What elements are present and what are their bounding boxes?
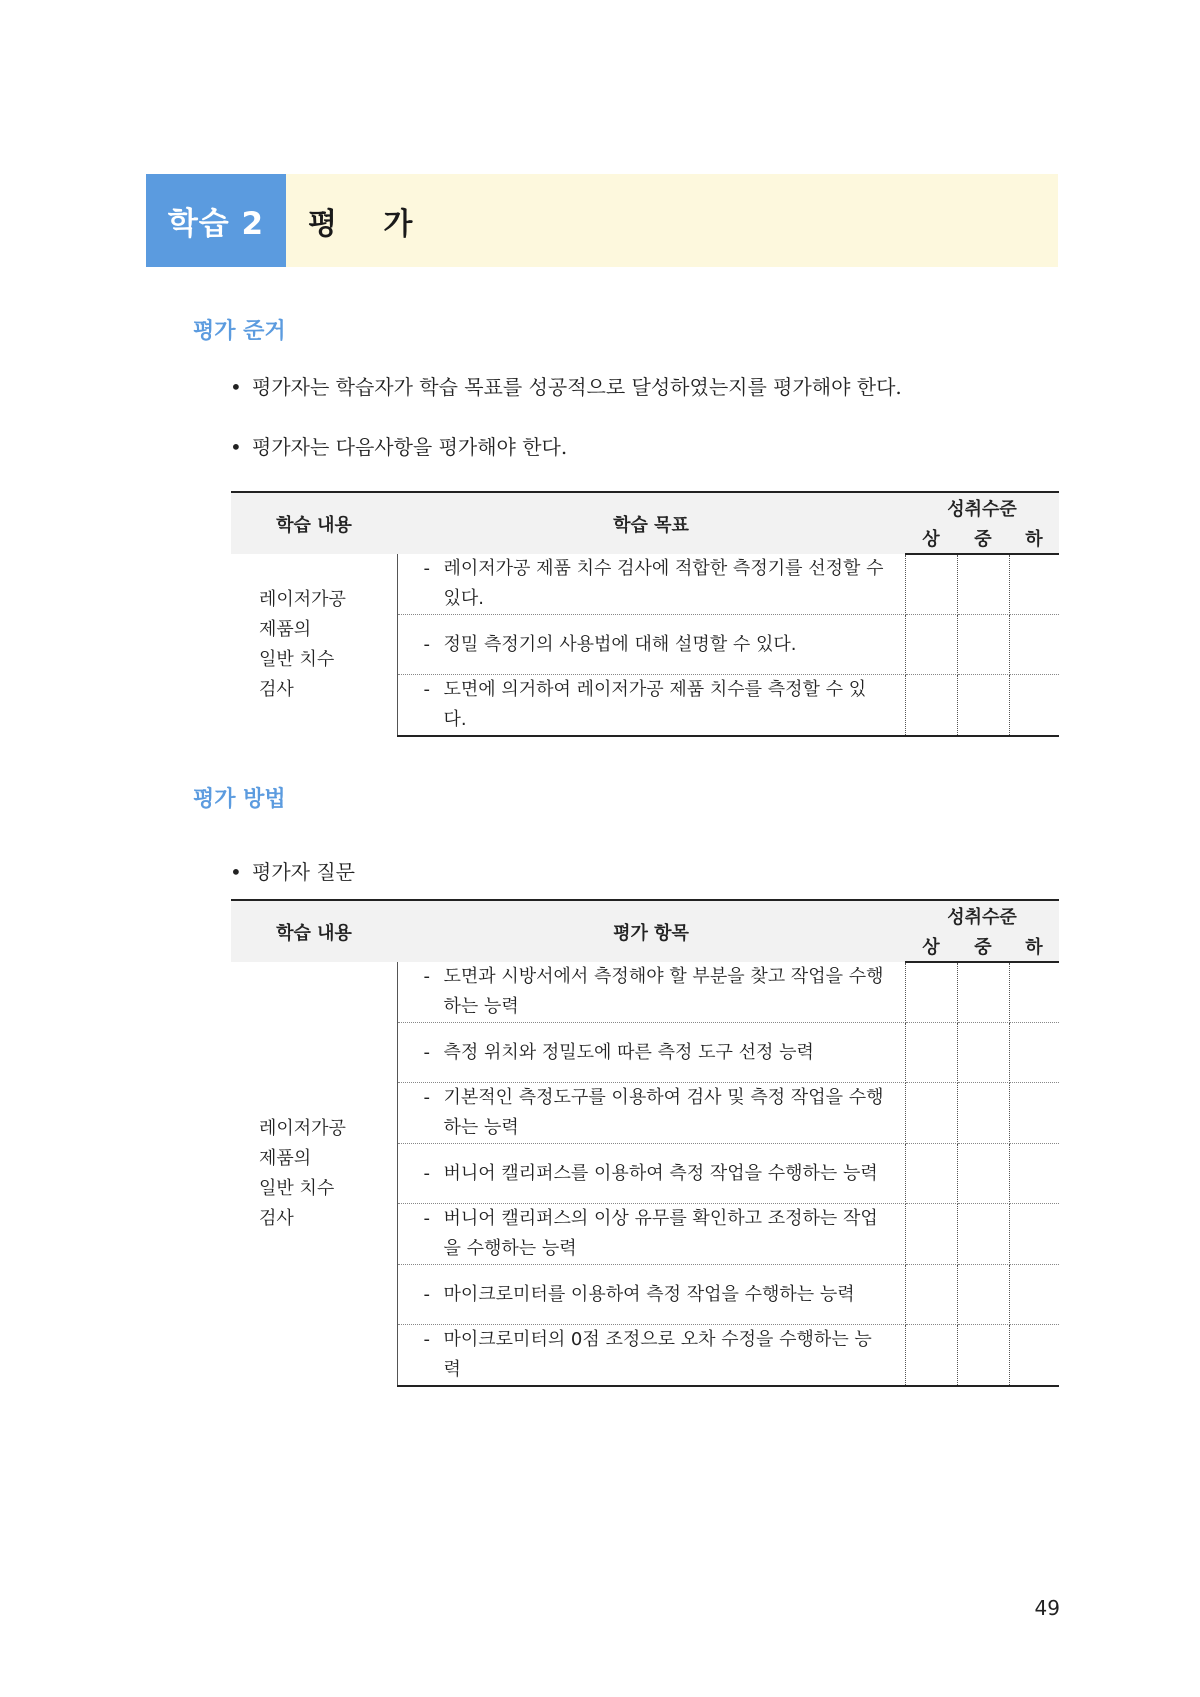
score-high-cell[interactable]: [905, 1023, 957, 1083]
level-high: 상: [905, 931, 957, 962]
score-mid-cell[interactable]: [957, 1325, 1009, 1387]
score-mid-cell[interactable]: [957, 1083, 1009, 1144]
score-mid-cell[interactable]: [957, 615, 1009, 675]
learning-content: 레이저가공 제품의 일반 치수 검사: [231, 962, 397, 1386]
eval-item: - 기본적인 측정도구를 이용하여 검사 및 측정 작업을 수행하는 능력: [397, 1083, 905, 1144]
score-low-cell[interactable]: [1009, 554, 1059, 615]
method-heading: 평가 방법: [193, 787, 286, 812]
score-high-cell[interactable]: [905, 962, 957, 1023]
score-high-cell[interactable]: [905, 554, 957, 615]
learning-content: 레이저가공 제품의 일반 치수 검사: [231, 554, 397, 736]
goal-item: - 정밀 측정기의 사용법에 대해 설명할 수 있다.: [397, 615, 905, 675]
score-mid-cell[interactable]: [957, 1023, 1009, 1083]
page-number: 49: [1034, 1596, 1060, 1620]
method-bullet: • 평가자 질문: [230, 860, 355, 884]
score-mid-cell[interactable]: [957, 675, 1009, 737]
score-high-cell[interactable]: [905, 1265, 957, 1325]
eval-item: - 측정 위치와 정밀도에 따른 측정 도구 선정 능력: [397, 1023, 905, 1083]
score-low-cell[interactable]: [1009, 1325, 1059, 1387]
bullet-text: 평가자는 다음사항을 평가해야 한다.: [252, 435, 568, 459]
bullet-text: 평가자 질문: [252, 860, 355, 884]
header-item: 평가 항목: [397, 900, 905, 962]
goal-item: - 도면에 의거하여 레이저가공 제품 치수를 측정할 수 있다.: [397, 675, 905, 737]
table-row: [231, 554, 1059, 615]
criteria-table: [231, 491, 1059, 737]
score-low-cell[interactable]: [1009, 962, 1059, 1023]
score-high-cell[interactable]: [905, 1204, 957, 1265]
eval-item: - 도면과 시방서에서 측정해야 할 부분을 찾고 작업을 수행하는 능력: [397, 962, 905, 1023]
score-high-cell[interactable]: [905, 615, 957, 675]
score-low-cell[interactable]: [1009, 1204, 1059, 1265]
eval-item: - 마이크로미터를 이용하여 측정 작업을 수행하는 능력: [397, 1265, 905, 1325]
score-mid-cell[interactable]: [957, 962, 1009, 1023]
score-low-cell[interactable]: [1009, 615, 1059, 675]
score-mid-cell[interactable]: [957, 1265, 1009, 1325]
goal-item: - 레이저가공 제품 치수 검사에 적합한 측정기를 선정할 수 있다.: [397, 554, 905, 615]
score-high-cell[interactable]: [905, 1083, 957, 1144]
header-content: 학습 내용: [231, 900, 397, 962]
level-low: 하: [1009, 523, 1059, 554]
score-mid-cell[interactable]: [957, 1144, 1009, 1204]
criteria-bullet-2: • 평가자는 다음사항을 평가해야 한다.: [230, 435, 568, 459]
header-level: 성취수준: [905, 900, 1059, 931]
score-low-cell[interactable]: [1009, 1083, 1059, 1144]
score-mid-cell[interactable]: [957, 554, 1009, 615]
section-title: 평 가: [286, 174, 1058, 267]
eval-item: - 마이크로미터의 0점 조정으로 오차 수정을 수행하는 능력: [397, 1325, 905, 1387]
level-mid: 중: [957, 931, 1009, 962]
eval-item: - 버니어 캘리퍼스의 이상 유무를 확인하고 조정하는 작업을 수행하는 능력: [397, 1204, 905, 1265]
score-low-cell[interactable]: [1009, 1023, 1059, 1083]
section-number: 학습 2: [146, 174, 286, 267]
score-high-cell[interactable]: [905, 1325, 957, 1387]
score-low-cell[interactable]: [1009, 675, 1059, 737]
criteria-heading: 평가 준거: [193, 319, 286, 344]
table-row: [231, 962, 1059, 1023]
level-low: 하: [1009, 931, 1059, 962]
level-high: 상: [905, 523, 957, 554]
criteria-bullet-1: • 평가자는 학습자가 학습 목표를 성공적으로 달성하였는지를 평가해야 한다.: [230, 375, 902, 399]
header-item: 학습 목표: [397, 492, 905, 554]
level-mid: 중: [957, 523, 1009, 554]
bullet-text: 평가자는 학습자가 학습 목표를 성공적으로 달성하였는지를 평가해야 한다.: [252, 375, 902, 399]
header-content: 학습 내용: [231, 492, 397, 554]
eval-item: - 버니어 캘리퍼스를 이용하여 측정 작업을 수행하는 능력: [397, 1144, 905, 1204]
method-table: [231, 899, 1059, 1387]
score-mid-cell[interactable]: [957, 1204, 1009, 1265]
score-low-cell[interactable]: [1009, 1144, 1059, 1204]
header-level: 성취수준: [905, 492, 1059, 523]
score-high-cell[interactable]: [905, 1144, 957, 1204]
score-low-cell[interactable]: [1009, 1265, 1059, 1325]
section-banner: [146, 174, 1058, 267]
score-high-cell[interactable]: [905, 675, 957, 737]
